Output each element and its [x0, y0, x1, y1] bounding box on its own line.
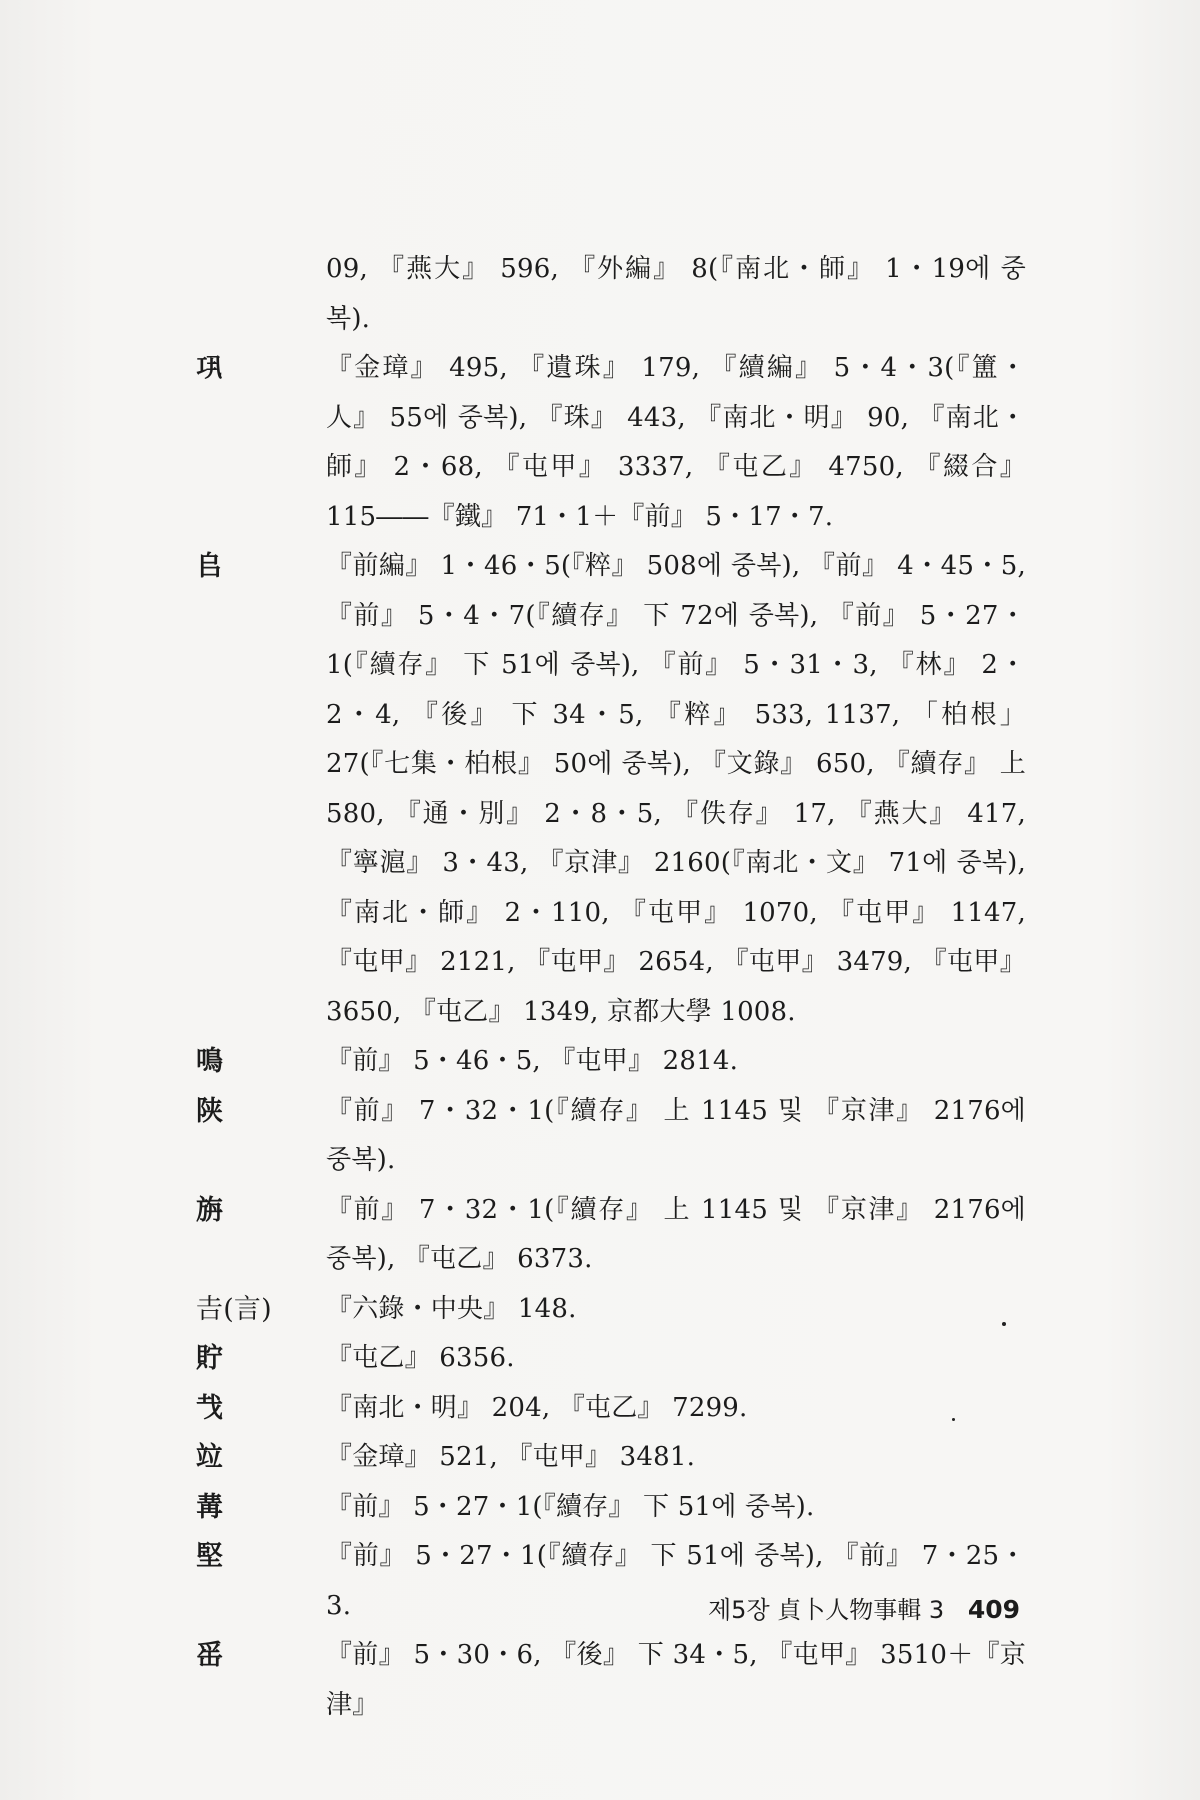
entry-citations: 『前』 5・27・1(『續存』 下 51에 중복). — [326, 1491, 815, 1522]
entry-citations: 『前編』 1・46・5(『粹』 508에 중복), 『前』 4・45・5, 『前』 5・4・7(『續存』 下 72에 중복), 『前』 5・27・1(『續存』 下 51에 중복), 『前』 5・31・3, 『林』 2・2・4, 『後』 下 34・5, 『粹』 533, 1137, 「柏根」 27(『七集・柏根』 50에 중복), 『文錄』 650, 『續存』 上 580, 『通・別』 2・8・5, 『佚存』 17, 『燕大』 417, 『寧滬』 3・43, 『京津』 2160(『南北・文』 71에 중복), 『南北・師』 2・110, 『屯甲』 1070, 『屯甲』 1147, 『屯甲』 2121, 『屯甲』 2654, 『屯甲』 3479, 『屯甲』 3650, 『屯乙』 1349, 京都大學 1008. — [326, 551, 1026, 1027]
continuation-line: 09, 『燕大』 596, 『外編』 8(『南北・師』 1・19에 중복). — [326, 254, 1026, 334]
entry-citations: 『前』 7・32・1(『續存』 上 1145 및 『京津』 2176에 중복). — [326, 1095, 1026, 1175]
entry-headword: 䍃 — [196, 1640, 224, 1671]
entry-row — [196, 1285, 1026, 1335]
entry-headword: 貯 — [196, 1343, 224, 1374]
entry-row — [196, 1186, 1026, 1285]
chapter-title: 貞卜人物事輯 3 — [777, 1596, 945, 1624]
running-footer — [0, 1590, 1020, 1625]
entry-headword: 𠮷(言) — [196, 1293, 272, 1325]
entry-citations: 『六錄・中央』 148. — [326, 1293, 577, 1324]
entry-headword: 堅 — [196, 1541, 224, 1572]
entry-headword: 旃 — [196, 1194, 224, 1226]
entry-headword: 陕 — [196, 1095, 224, 1127]
entry-row — [196, 1037, 1026, 1087]
entry-row — [196, 1433, 1026, 1483]
print-speck — [1002, 1322, 1006, 1326]
entry-headword: 𠂤 — [196, 551, 224, 582]
page-number: 409 — [967, 1595, 1020, 1624]
entry-row — [196, 1631, 1026, 1730]
entry-headword: 冓 — [196, 1491, 224, 1523]
entry-row — [196, 344, 1026, 542]
entry-list — [196, 344, 1026, 1730]
entry-row — [196, 542, 1026, 1037]
entry-row — [196, 1384, 1026, 1434]
chapter-label: 제5장 — [707, 1596, 770, 1624]
entry-citations: 『金璋』 495, 『遺珠』 179, 『續編』 5・4・3(『簠・人』 55에 중복), 『珠』 443, 『南北・明』 90, 『南北・師』 2・68, 『屯甲』 3337, 『屯乙』 4750, 『綴合』 115――『鐵』 71・1＋『前』 5・17・7. — [326, 353, 1026, 532]
entry-row — [196, 1087, 1026, 1186]
entry-citations: 『前』 5・30・6, 『後』 下 34・5, 『屯甲』 3510＋『京津』 — [326, 1640, 1026, 1720]
entry-citations: 『前』 5・27・1(『續存』 下 51에 중복), 『前』 7・25・3. — [326, 1541, 1026, 1621]
entry-headword: 鳴 — [196, 1046, 224, 1077]
entry-row — [196, 1483, 1026, 1533]
entry-citations: 『屯乙』 6356. — [326, 1343, 515, 1373]
entry-headword: 竝 — [196, 1442, 224, 1473]
entry-citations: 『金璋』 521, 『屯甲』 3481. — [326, 1442, 696, 1472]
entry-citations: 『前』 5・46・5, 『屯甲』 2814. — [326, 1046, 739, 1076]
entry-citations: 『前』 7・32・1(『續存』 上 1145 및 『京津』 2176에 중복), 『屯乙』 6373. — [326, 1194, 1026, 1274]
entry-headword: 𢦏 — [196, 1392, 224, 1424]
entry-row — [196, 1334, 1026, 1384]
print-speck — [952, 1418, 955, 1421]
entry-headword: 𢀜 — [196, 353, 224, 384]
index-listing — [196, 245, 1026, 1730]
entry-citations: 『南北・明』 204, 『屯乙』 7299. — [326, 1392, 748, 1423]
